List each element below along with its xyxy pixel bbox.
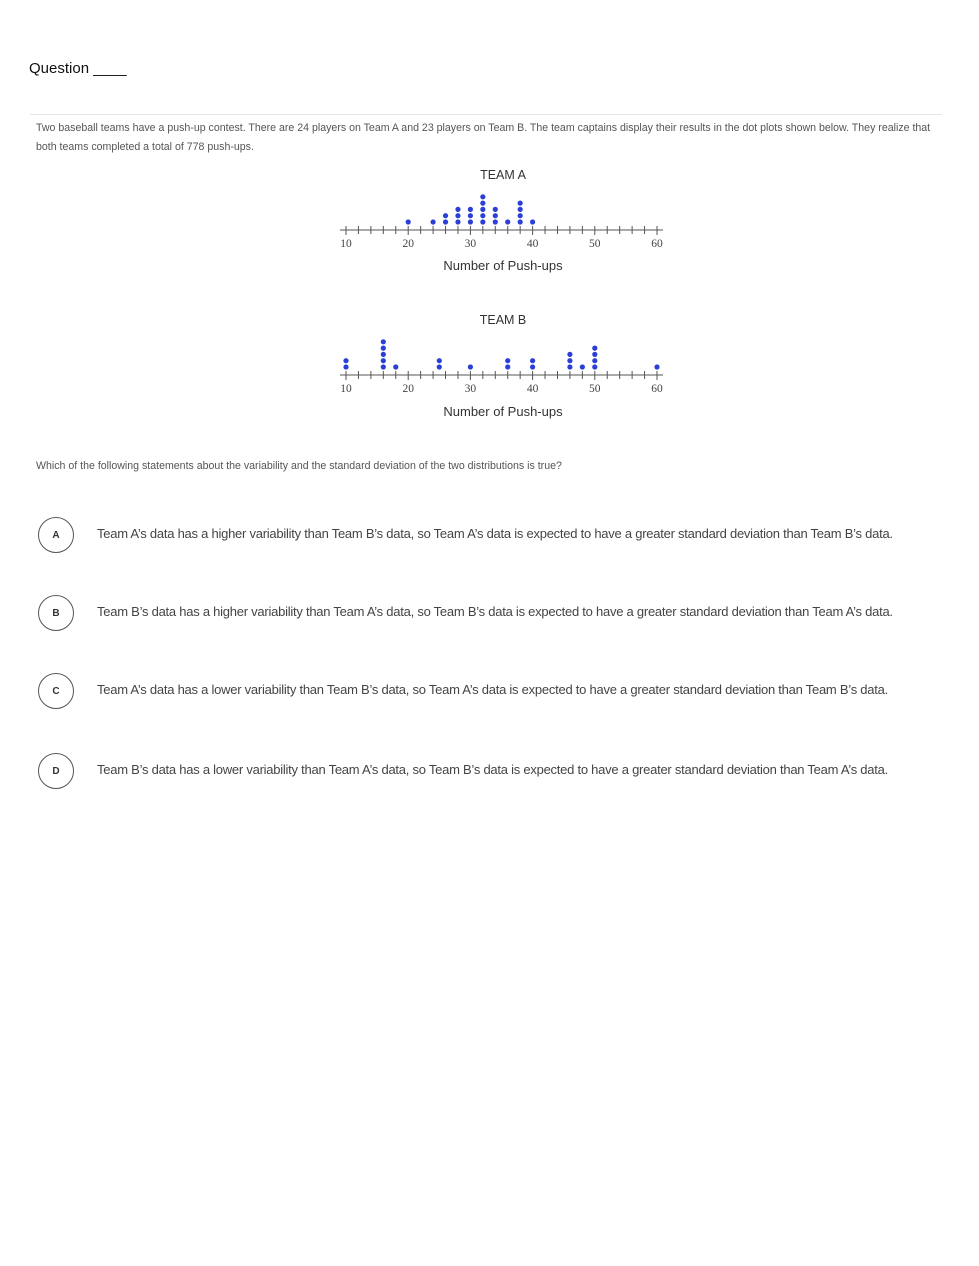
divider: [30, 114, 942, 115]
choice-c[interactable]: [38, 673, 958, 713]
team-a-tick-label: 50: [589, 238, 601, 250]
team-a-data-point: [468, 213, 473, 218]
choice-a-bubble[interactable]: A: [38, 517, 74, 553]
choice-b-bubble[interactable]: B: [38, 595, 74, 631]
team-a-tick-label: 10: [340, 238, 352, 250]
team-a-data-point: [455, 207, 460, 212]
team-b-data-point: [437, 364, 442, 369]
question-prompt: Two baseball teams have a push-up contest. There are 24 players on Team A and 23 players on Team B. The team captains display their results in the dot plots shown below. They realize that both teams completed a total of 778 push-ups.: [36, 122, 931, 153]
team-a-data-point: [430, 219, 435, 224]
choice-d-text: Team B’s data has a lower variability than Team A’s data, so Team B’s data is expected to have a greater standard deviation than Team A’s data.: [97, 762, 888, 777]
team-a-title: TEAM A: [480, 168, 526, 182]
team-a-x-axis-label: Number of Push-ups: [443, 258, 563, 273]
team-a-data-point: [493, 207, 498, 212]
team-b-data-point: [381, 346, 386, 351]
team-b-data-point: [343, 364, 348, 369]
team-a-data-point: [505, 219, 510, 224]
team-a-data-point: [493, 219, 498, 224]
team-b-tick-label: 40: [526, 383, 539, 395]
team-a-tick-label: 30: [464, 238, 477, 250]
team-a-data-point: [518, 201, 523, 206]
choice-d-bubble[interactable]: D: [38, 753, 74, 789]
choice-d[interactable]: [38, 753, 958, 793]
team-b-data-point: [343, 358, 348, 363]
choice-c-bubble[interactable]: C: [38, 673, 74, 709]
team-a-data-point: [493, 213, 498, 218]
team-b-data-point: [381, 364, 386, 369]
team-a-data-point: [530, 219, 535, 224]
team-a-tick-label: 20: [402, 238, 414, 250]
choice-a-text: Team A’s data has a higher variability than Team B’s data, so Team A’s data is expected to have a greater standard deviation than Team B’s data.: [97, 526, 893, 541]
team-b-x-axis-label: Number of Push-ups: [443, 404, 563, 419]
team-b-data-point: [468, 364, 473, 369]
team-a-data-point: [480, 213, 485, 218]
team-b-data-point: [567, 358, 572, 363]
team-b-data-point: [654, 364, 659, 369]
team-b-tick-label: 30: [464, 383, 477, 395]
choice-b-text: Team B’s data has a higher variability than Team A’s data, so Team B’s data is expected to have a greater standard deviation than Team A’s data.: [97, 604, 893, 619]
team-a-data-point: [443, 219, 448, 224]
team-b-tick-label: 10: [340, 383, 352, 395]
team-b-title: TEAM B: [479, 313, 527, 327]
team-b-data-point: [530, 358, 535, 363]
team-a-data-point: [406, 219, 411, 224]
team-b-data-point: [592, 352, 597, 357]
question-text: Which of the following statements about the variability and the standard deviation of the two distributions is true?: [36, 460, 562, 472]
question-number-label: Question ____: [29, 60, 127, 77]
team-b-tick-label: 20: [402, 383, 414, 395]
team-b-data-point: [567, 364, 572, 369]
team-a-data-point: [518, 219, 523, 224]
team-a-data-point: [480, 201, 485, 206]
team-a-data-point: [443, 213, 448, 218]
team-b-data-point: [437, 358, 442, 363]
choice-b[interactable]: [38, 595, 958, 635]
team-b-data-point: [381, 339, 386, 344]
team-b-data-point: [530, 364, 535, 369]
team-b-data-point: [393, 364, 398, 369]
team-b-data-point: [592, 364, 597, 369]
team-a-data-point: [455, 219, 460, 224]
team-a-tick-label: 60: [651, 238, 663, 250]
team-a-data-point: [468, 207, 473, 212]
team-b-dot-plot: [330, 325, 680, 405]
team-b-data-point: [505, 364, 510, 369]
team-a-data-point: [480, 207, 485, 212]
team-a-data-point: [480, 219, 485, 224]
team-a-data-point: [455, 213, 460, 218]
team-b-data-point: [580, 364, 585, 369]
team-b-data-point: [592, 358, 597, 363]
choice-a[interactable]: [38, 517, 958, 557]
team-b-tick-label: 60: [651, 383, 663, 395]
team-b-data-point: [381, 352, 386, 357]
team-b-data-point: [567, 352, 572, 357]
team-a-dot-plot: [330, 180, 680, 260]
team-b-tick-label: 50: [589, 383, 601, 395]
team-a-data-point: [518, 213, 523, 218]
choice-c-text: Team A’s data has a lower variability than Team B’s data, so Team A’s data is expected to have a greater standard deviation than Team B’s data.: [97, 682, 888, 697]
team-a-data-point: [518, 207, 523, 212]
team-b-data-point: [381, 358, 386, 363]
team-b-data-point: [505, 358, 510, 363]
team-a-tick-label: 40: [526, 238, 539, 250]
team-a-data-point: [468, 219, 473, 224]
team-b-data-point: [592, 346, 597, 351]
team-a-data-point: [480, 194, 485, 199]
